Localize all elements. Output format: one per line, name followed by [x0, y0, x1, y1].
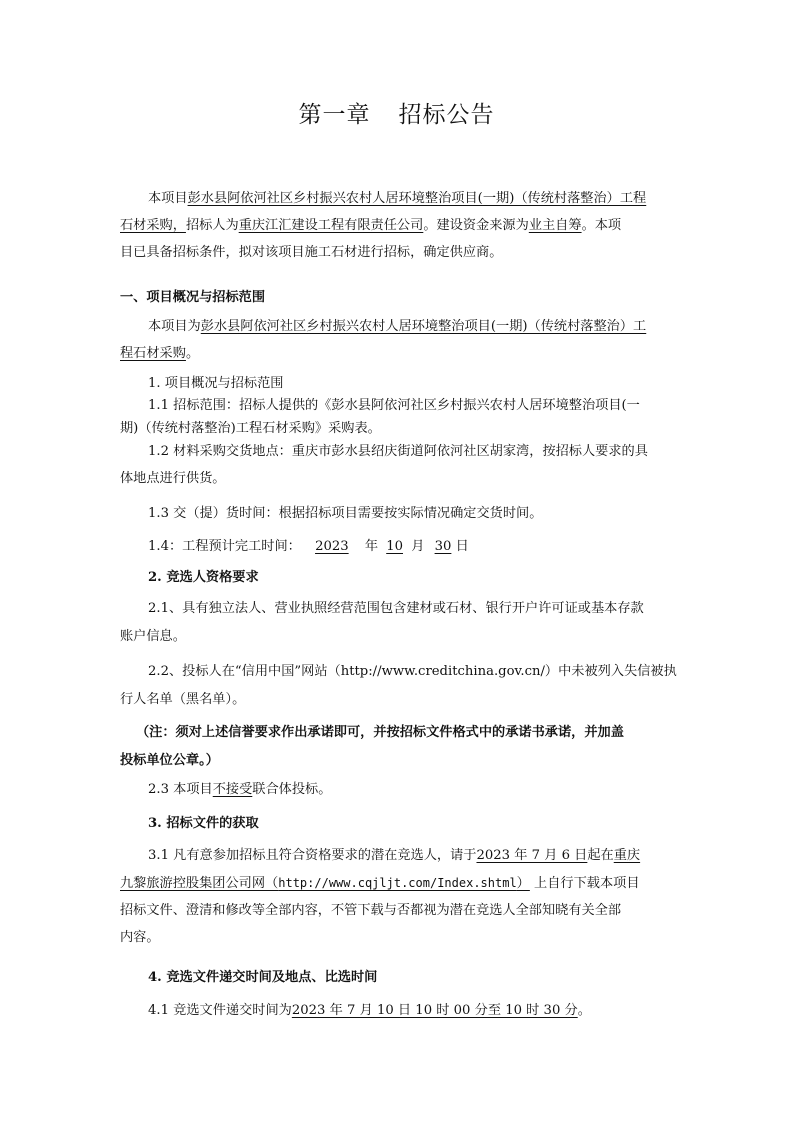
item-4-1 — [120, 999, 704, 1022]
website-url[interactable]: http://www.cqjljt.com/Index.shtml — [278, 876, 517, 890]
intro-paragraph — [120, 187, 676, 264]
item-1-3: 1.3 交（提）货时间：根据招标项目需要按实际情况确定交货时间。 — [148, 506, 543, 521]
intro-text: 。本项 — [581, 218, 622, 233]
item-2-2 — [120, 660, 676, 711]
website-name-close: ） — [516, 876, 530, 891]
project-name-cont: 程石材采购 — [120, 346, 186, 361]
item-text: 上自行下载本项目 — [529, 876, 640, 891]
item-2-3 — [120, 778, 704, 801]
item-text: 体地点进行供货。 — [120, 471, 226, 486]
project-name-cont: 石材采购， — [120, 218, 186, 233]
tenderer-name: 重庆江汇建设工程有限责任公司 — [238, 218, 424, 233]
subsection-1-heading: 1. 项目概况与招标范围 — [148, 376, 284, 391]
note-paragraph — [120, 721, 676, 772]
item-text: 招标文件、澄清和修改等全部内容，不管下载与否都视为潜在竞选人全部知晓有关全部 — [120, 903, 622, 918]
section-4-heading: 4. 竞选文件递交时间及地点、比选时间 — [148, 970, 378, 985]
paragraph-text: 。 — [185, 346, 200, 361]
item-text: 2.2、投标人在“信用中国”网站（http://www.creditchina.gov.cn/）中未被列入失信被执 — [148, 664, 677, 679]
day-unit: 日 — [455, 539, 469, 554]
item-text: 联合体投标。 — [252, 782, 332, 797]
note-text: （注：须对上述信誉要求作出承诺即可，并按招标文件格式中的承诺书承诺，并加盖 — [136, 725, 624, 740]
intro-text: 目已具备招标条件，拟对该项目施工石材进行招标，确定供应商。 — [120, 245, 503, 260]
website-name-cont: 九黎旅游控股集团公司网（ — [120, 876, 279, 891]
intro-text: 。建设资金来源为 — [423, 218, 529, 233]
intro-text: 招标人为 — [185, 218, 239, 233]
item-text: 3.1 凡有意参加招标且符合资格要求的潜在竞选人，请于 — [148, 848, 477, 863]
item-2-1 — [120, 597, 676, 648]
year-unit: 年 — [364, 539, 379, 554]
item-text: 2.1、具有独立法人、营业执照经营范围包含建材或石材、银行开户许可证或基本存款 — [148, 601, 644, 616]
item-text: 4.1 竞选文件递交时间为 — [148, 1003, 292, 1018]
item-1-2 — [120, 440, 676, 490]
website-name: 重庆 — [613, 848, 641, 863]
item-text: 1.1 招标范围：招标人提供的《彭水县阿依河社区乡村振兴农村人居环境整治项目(一 — [148, 398, 640, 413]
item-text: 1.2 材料采购交货地点：重庆市彭水县绍庆街道阿依河社区胡家湾，按招标人要求的具 — [148, 444, 648, 459]
note-text: 投标单位公章。） — [120, 753, 219, 768]
completion-year: 2023 — [315, 539, 349, 554]
chapter-title: 招标公告 — [398, 102, 495, 128]
month-unit: 月 — [411, 539, 425, 554]
section-3-heading: 3. 招标文件的获取 — [148, 816, 259, 831]
project-name: 彭水县阿依河社区乡村振兴农村人居环境整治项目(一期)（传统村落整治）工程 — [187, 191, 647, 206]
item-3-1 — [120, 844, 676, 949]
not-accepted: 不接受 — [212, 782, 253, 797]
item-text: 行人名单（黑名单）。 — [120, 692, 246, 707]
item-1-4 — [120, 535, 704, 558]
completion-month: 10 — [386, 539, 403, 554]
completion-day: 30 — [434, 539, 452, 554]
item-text: 期)（传统村落整治)工程石材采购》采购表。 — [120, 421, 381, 436]
fund-source: 业主自筹 — [528, 218, 582, 233]
project-name: 彭水县阿依河社区乡村振兴农村人居环境整治项目(一期)（传统村落整治）工 — [200, 319, 647, 334]
item-text: 内容。 — [120, 930, 160, 945]
item-label: 1.4：工程预计完工时间： — [148, 539, 301, 554]
paragraph-text: 本项目为 — [148, 319, 201, 334]
section-2-heading: 2. 竞选人资格要求 — [148, 570, 259, 585]
item-text: 起在 — [587, 848, 614, 863]
item-text: 账户信息。 — [120, 629, 186, 644]
intro-text: 本项目 — [148, 191, 188, 206]
section-1-paragraph — [120, 315, 676, 365]
item-text: 。 — [577, 1003, 591, 1018]
section-1-heading: 一、项目概况与招标范围 — [120, 290, 266, 305]
submission-time: 2023 年 7 月 10 日 10 时 00 分至 10 时 30 分 — [291, 1003, 578, 1018]
item-1-1 — [120, 394, 676, 440]
item-text: 2.3 本项目 — [148, 782, 213, 797]
page-title — [0, 96, 793, 129]
chapter-number: 第一章 — [298, 102, 371, 128]
download-date: 2023 年 7 月 6 日 — [476, 848, 588, 863]
